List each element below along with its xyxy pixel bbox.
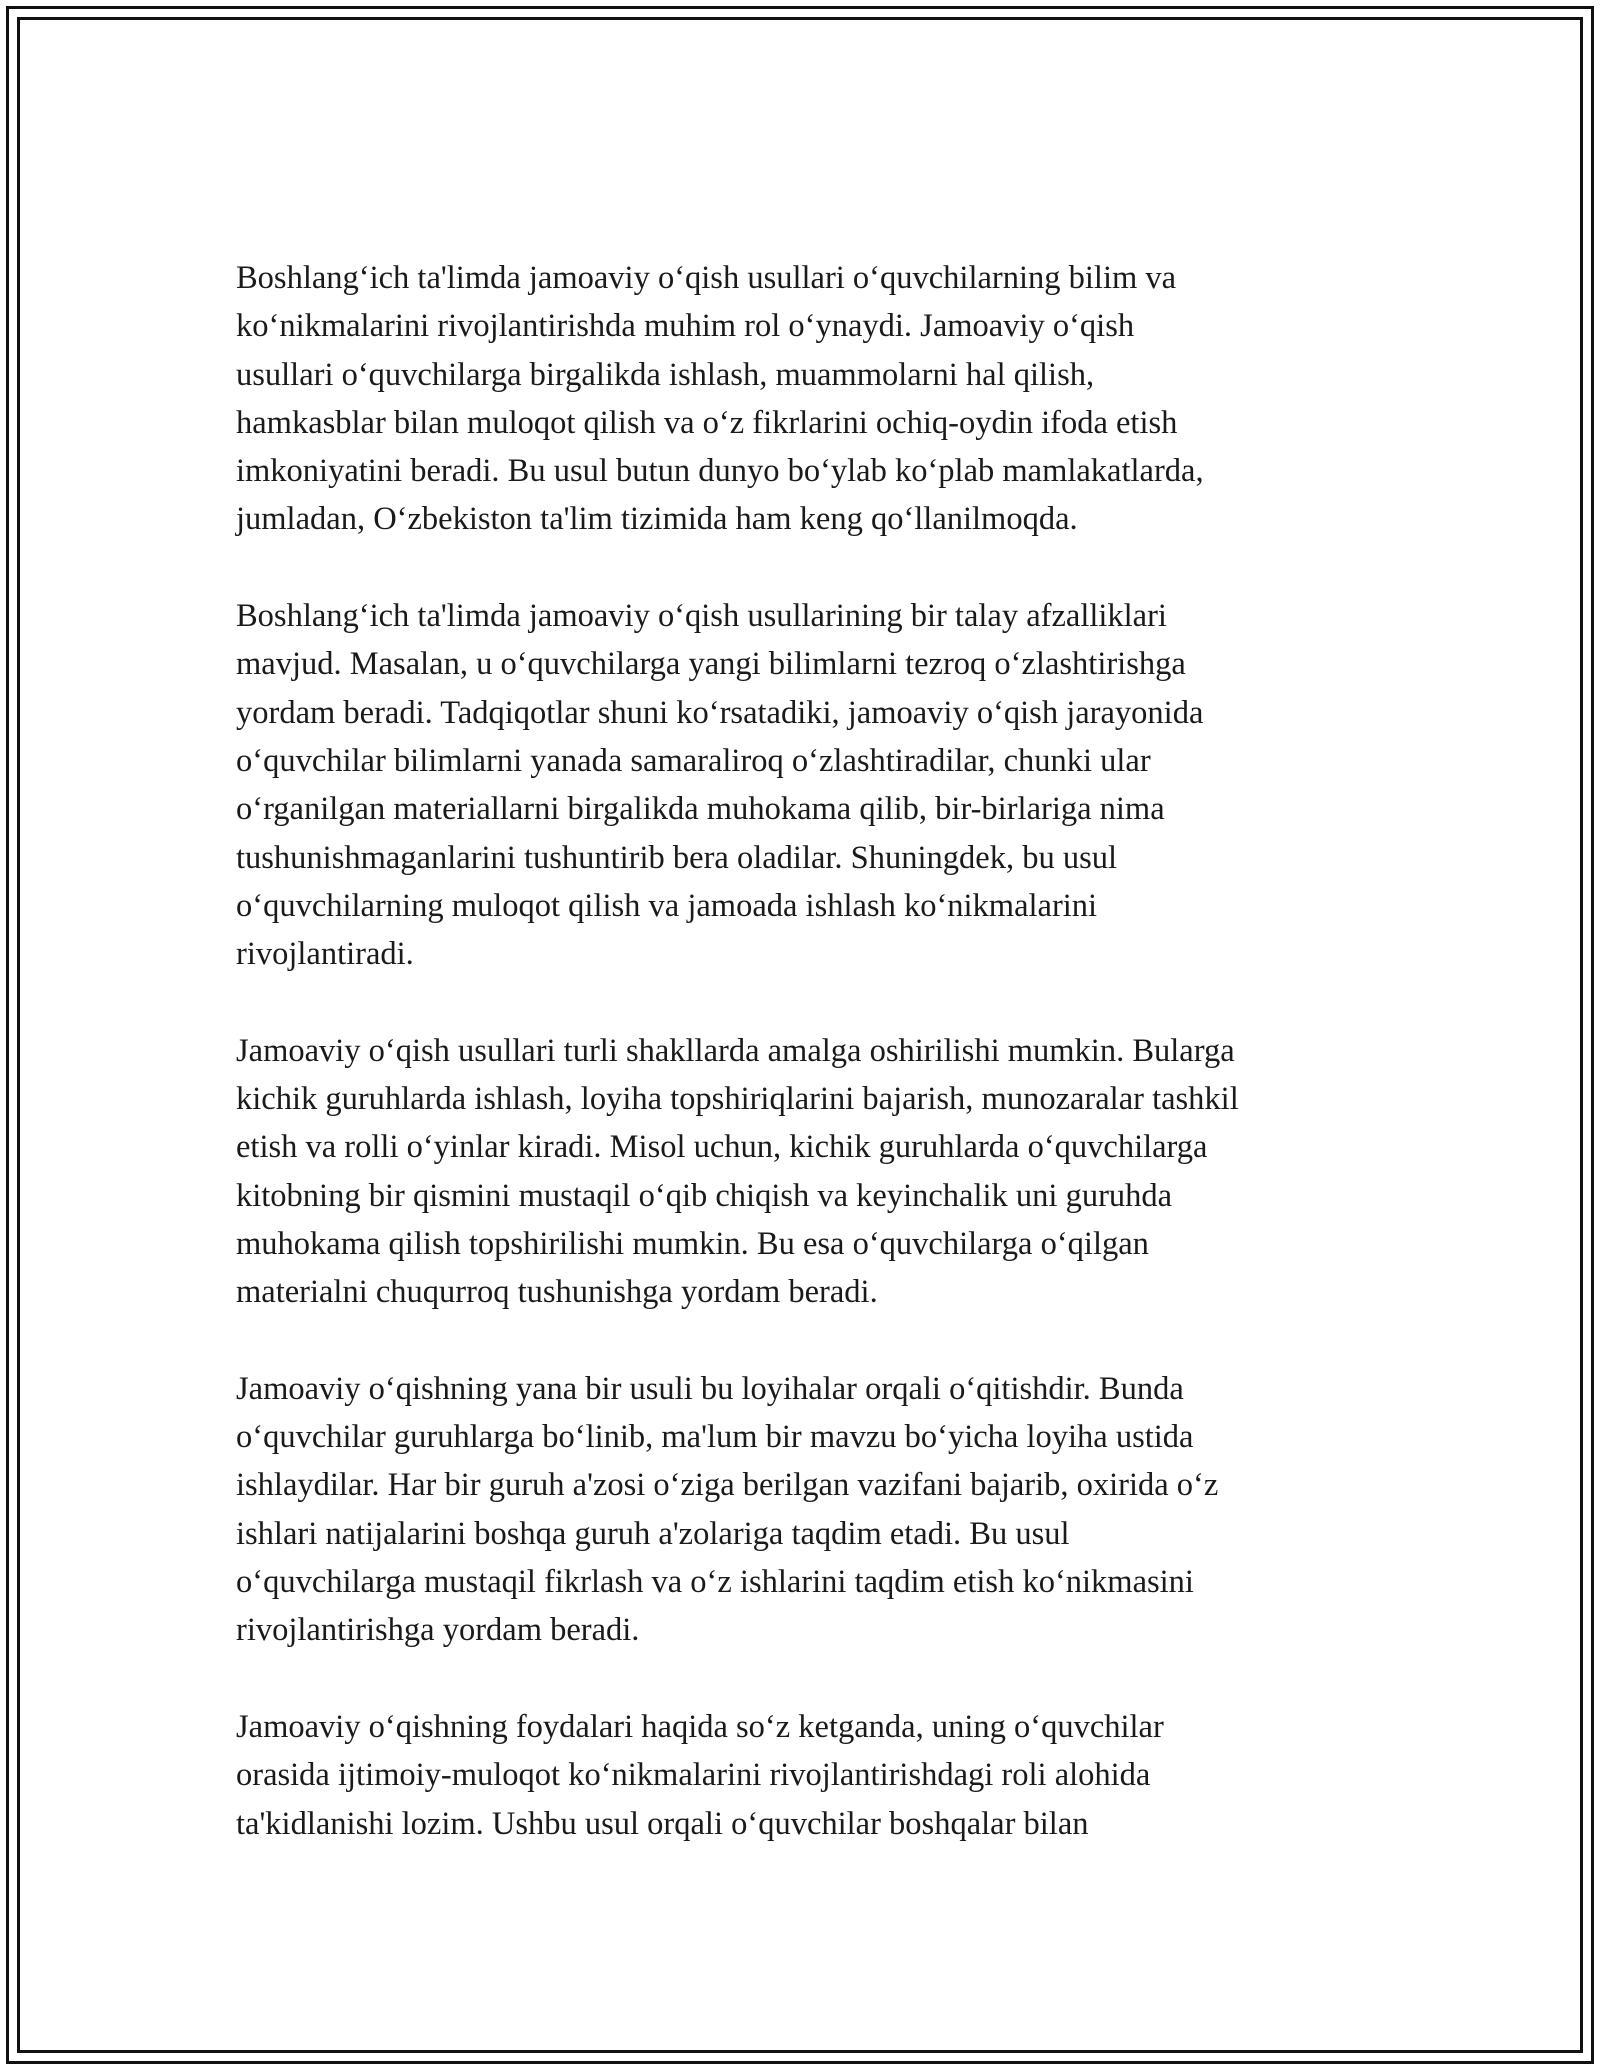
paragraph: Jamoaviy o‘qish usullari turli shakllarda amalga oshirilishi mumkin. Bularga kichik guruhlarda ishlash, loyiha topshiriqlarini bajarish, munozaralar tashkil etish va rolli o‘yinlar kiradi. Misol uchun, kichik guruhlarda o‘quvchilarga kitobning bir qismini mustaqil o‘qib chiqish va keyinchalik uni guruhda muhokama qilish topshirilishi mumkin. Bu esa o‘quvchilarga o‘qilgan materialni chuqurroq tushunishga yordam beradi.: [236, 1032, 1239, 1311]
paragraph: Jamoaviy o‘qishning foydalari haqida so‘z ketganda, uning o‘quvchilar orasida ijtimoiy-muloqot ko‘nikmalarini rivojlantirishdagi roli alohida ta'kidlanishi lozim. Ushbu usul orqali o‘quvchilar boshqalar bilan: [236, 1708, 1164, 1842]
paragraph: Boshlang‘ich ta'limda jamoaviy o‘qish usullarining bir talay afzalliklari mavjud. Masalan, u o‘quvchilarga yangi bilimlarni tezroq o‘zlashtirishga yordam beradi. Tadqiqotlar shuni ko‘rsatadiki, jamoaviy o‘qish jarayonida o‘quvchilar bilimlarni yanada samaraliroq o‘zlashtiradilar, chunki ular o‘rganilgan materiallarni birgalikda muhokama qilib, bir-birlariga nima tushunishmaganlarini tushuntirib bera oladilar. Shuningdek, bu usul o‘quvchilarning muloqot qilish va jamoada ishlash ko‘nikmalarini rivojlantiradi.: [236, 598, 1204, 973]
paragraph: Boshlang‘ich ta'limda jamoaviy o‘qish usullari o‘quvchilarning bilim va ko‘nikmalarini rivojlantirishda muhim rol o‘ynaydi. Jamoaviy o‘qish usullari o‘quvchilarga birgalikda ishlash, muammolarni hal qilish, hamkasblar bilan muloqot qilish va o‘z fikrlarini ochiq-oydin ifoda etish imkoniyatini beradi. Bu usul butun dunyo bo‘ylab ko‘plab mamlakatlarda, jumladan, O‘zbekiston ta'lim tizimida ham keng qo‘llanilmoqda.: [236, 260, 1204, 538]
paragraph: Jamoaviy o‘qishning yana bir usuli bu loyihalar orqali o‘qitishdir. Bunda o‘quvchilar guruhlarga bo‘linib, ma'lum bir mavzu bo‘yicha loyiha ustida ishlaydilar. Har bir guruh a'zosi o‘ziga berilgan vazifani bajarib, oxirida o‘z ishlari natijalarini boshqa guruh a'zolariga taqdim etadi. Bu usul o‘quvchilarga mustaqil fikrlash va o‘z ishlarini taqdim etish ko‘nikmasini rivojlantirishga yordam beradi.: [236, 1370, 1219, 1649]
document-body: [236, 254, 1386, 1896]
